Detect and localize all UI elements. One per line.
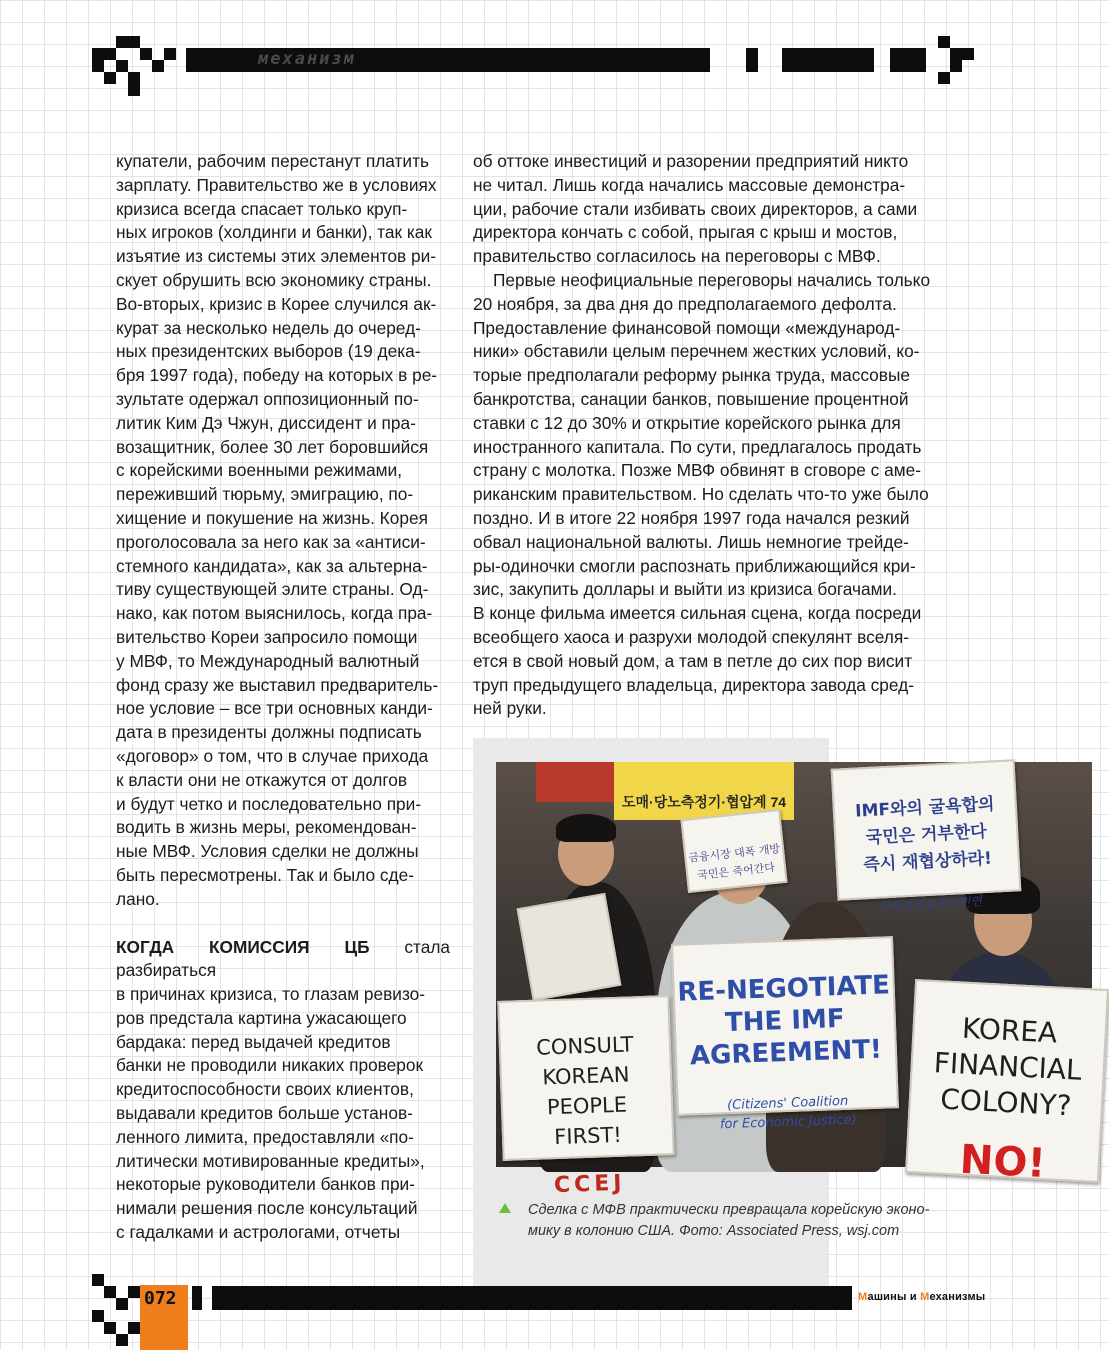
- pixel-block: [116, 1298, 128, 1310]
- header-segment: [782, 48, 874, 72]
- sign-korean-top: [831, 759, 1022, 914]
- photo-banner-red: [536, 762, 626, 802]
- sign-korean-small: [680, 809, 787, 893]
- sign-photo-collage: [517, 893, 622, 1001]
- right-paragraph-1: об оттоке инвестиций и разорении предприятий никто не читал. Лишь когда начались массовые демонстра- ции, рабочие стали избивать своих директоров, а сами директора кончать с собой, прыгая с крыш и мостов, правительство согласилось на переговоры с МВФ.: [473, 151, 918, 267]
- section-title: механизм: [258, 49, 356, 69]
- protest-photo: [496, 762, 1092, 1199]
- pixel-block: [938, 36, 950, 48]
- page-number: 072: [144, 1288, 177, 1309]
- pixel-block: [116, 1334, 128, 1346]
- magazine-word: еханизмы: [929, 1291, 986, 1303]
- sign-renegotiate: [671, 936, 899, 1133]
- pixel-block: [950, 48, 962, 60]
- sign-subtext: NO!: [958, 1136, 1047, 1188]
- footer-bar: [212, 1286, 852, 1310]
- sign-subtext: 경제정의실천시민연: [877, 894, 983, 914]
- banner-text: 도매·당노측정기·협압계 74: [621, 794, 787, 810]
- pixel-block: [128, 84, 140, 96]
- sign-text: KOREA FINANCIAL COLONY?: [932, 1011, 1083, 1123]
- pixel-block: [938, 72, 950, 84]
- magazine-initial: М: [920, 1291, 930, 1303]
- pixel-block: [950, 60, 962, 72]
- right-paragraph-2: Первые неофициальные переговоры начались только 20 ноября, за два дня до предполагаемого дефолта. Предоставление финансовой помощи «международ- ники» обставили целым перечнем жестких условий, ко- торые предполагали реформу рынка труда, массовые банкротства, санации банков, повышение процентной ставки с 12 до 30% и открытие корейского рынка для иностранного капитала. По сути, предлагалось продать страну с молотка. Позже МВФ обвинят в сговоре с аме- риканским правительством. Но сделать что-то уже было поздно. И в итоге 22 ноября 1997 года начался резкий обвал национальной валюты. Лишь немногие трейде- ры-одиночки смогли распознать приближающийся кри- зис, закупить доллары и выйти из кризиса богачами. В конце фильма имеется сильная сцена, когда посреди всеобщего хаоса и разрухи молодой спекулянт вселя- ется в свой новый дом, а там в петле до сих пор висит труп предыдущего владельца, директора завода сред- ней руки.: [473, 269, 931, 719]
- pixel-block: [128, 1286, 140, 1298]
- caption-triangle-icon: [499, 1203, 511, 1213]
- sign-consult: [497, 995, 674, 1199]
- pixel-block: [128, 36, 140, 48]
- pixel-block: [116, 36, 128, 48]
- pixel-block: [104, 48, 116, 60]
- pixel-block: [152, 60, 164, 72]
- header-bar: [186, 48, 710, 72]
- left-paragraph-1: купатели, рабочим перестанут платить зарплату. Правительство же в условиях кризиса всегда спасает только круп- ных игроков (холдинги и банки), так как изъятие из системы этих элементов ри- скует обрушить всю экономику страны. Во-вторых, кризис в Корее случился ак- курат за несколько недель до очеред- ных президентских выборов (19 дека- бря 1997 года), победу на которых в ре- зультате одержал оппозиционный по- литик Ким Дэ Чжун, диссидент и пра- возащитник, более 30 лет боровшийся с корейскими военными режимами, переживший тюрьму, эмиграцию, по- хищение и покушение на жизнь. Корея проголосовала за него как за «антиси- стемного кандидата», как за альтерна- тиву существующей элите страны. Од- нако, как потом выяснилось, когда пра- вительство Кореи запросило помощи у МВФ, то Международный валютный фонд сразу же выставил предваритель- ное условие – все три основных канди- дата в президенты должны подписать «договор» о том, что в случае прихода к власти они не откажутся от долгов и будут четко и последовательно при- водить в жизнь меры, рекомендован- ные МВФ. Условия сделки не должны быть пересмотрены. Так и было сде- лано.: [116, 151, 439, 909]
- sign-text: RE-NEGOTIATE THE IMF AGREEMENT!: [676, 970, 891, 1072]
- paragraph-lead-in: КОГДА КОМИССИЯ ЦБ: [116, 936, 370, 957]
- pixel-block: [92, 60, 104, 72]
- sign-text: CONSULT KOREAN PEOPLE FIRST!: [535, 1032, 634, 1150]
- protester-hair: [556, 814, 616, 842]
- pixel-block: [128, 1322, 140, 1334]
- photo-caption: Сделка с МФВ практически превращала корейскую эконо- мику в колонию США. Фото: Associated Press, wsj.com: [528, 1202, 930, 1239]
- sign-subtext: (Citizens' Coalition for Economic Justice): [719, 1093, 858, 1133]
- pixel-block: [104, 1286, 116, 1298]
- pixel-block: [164, 48, 176, 60]
- sign-financial-colony: [905, 979, 1109, 1188]
- magazine-initial: М: [858, 1291, 868, 1303]
- pixel-block: [92, 1310, 104, 1322]
- left-paragraph-2: [116, 936, 450, 1245]
- paragraph-body: стала разбираться в причинах кризиса, то глазам ревизо- ров предстала картина ужасающего бардака: перед выдачей кредитов банки не проводили никаких проверок кредитоспособности своих клиентов, выдавали кредитов больше установ- ленного лимита, предоставляли «по- литически мотивированные кредиты», некоторые руководители банков при- нимали решения после консультаций с гадалками и астрологами, отчеты: [116, 936, 451, 1243]
- left-column: [116, 150, 450, 1245]
- header-segment: [890, 48, 926, 72]
- pixel-block: [104, 72, 116, 84]
- magazine-name: [858, 1291, 985, 1303]
- sign-subtext: CCEJ: [553, 1170, 626, 1199]
- pixel-block: [92, 48, 104, 60]
- sign-text: 금융시장 대폭 개방 국민은 죽어간다: [687, 842, 781, 882]
- footer-segment: [192, 1286, 202, 1310]
- pixel-block: [92, 1274, 104, 1286]
- pixel-block: [104, 1322, 116, 1334]
- pixel-block: [116, 60, 128, 72]
- pixel-block: [128, 72, 140, 84]
- pixel-block: [962, 48, 974, 60]
- sign-text: IMF와의 굴욕합의 국민은 거부한다 즉시 재협상하라!: [854, 794, 995, 876]
- header-segment: [746, 48, 758, 72]
- pixel-block: [140, 48, 152, 60]
- right-column: [473, 150, 949, 721]
- magazine-word: ашины и: [867, 1291, 921, 1303]
